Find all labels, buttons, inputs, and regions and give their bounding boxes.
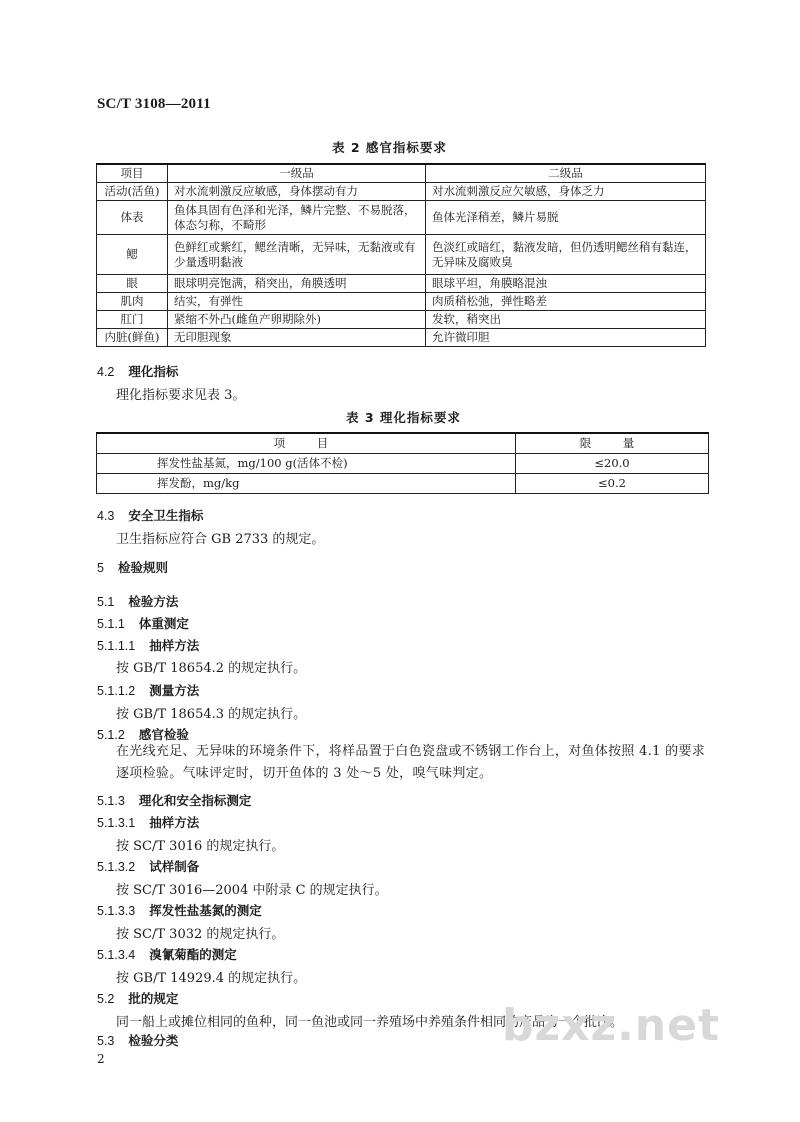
section-5-1-1-1-text: 按 GB/T 18654.2 的规定执行。 xyxy=(116,661,307,676)
physicochemical-requirements-table xyxy=(96,432,709,494)
table-header-row xyxy=(97,164,706,183)
row-item: 肌肉 xyxy=(97,293,168,311)
section-5-1-3-2-heading xyxy=(97,857,199,875)
row-item: 内脏(鲜鱼) xyxy=(97,329,168,347)
row-grade2: 鱼体光泽稍差，鳞片易脱 xyxy=(426,201,706,235)
table-row xyxy=(97,235,706,275)
section-title: 检验方法 xyxy=(128,594,179,609)
table-row xyxy=(97,293,706,311)
section-title: 抽样方法 xyxy=(149,815,200,830)
col-header-grade2: 二级品 xyxy=(426,164,706,183)
row-grade1: 鱼体具固有色泽和光泽，鳞片完整、不易脱落，体态匀称，不畸形 xyxy=(168,201,426,235)
section-title: 安全卫生指标 xyxy=(128,508,204,523)
table-header-row xyxy=(97,433,709,454)
row-item: 活动(活鱼) xyxy=(97,183,168,201)
row-grade1: 紧缩不外凸(雌鱼产卵期除外) xyxy=(168,311,426,329)
table-row xyxy=(97,329,706,347)
row-grade2: 允许微印胆 xyxy=(426,329,706,347)
row-grade2: 眼球平坦，角膜略混浊 xyxy=(426,275,706,293)
table-row xyxy=(97,201,706,235)
row-grade2: 发软，稍突出 xyxy=(426,311,706,329)
section-title: 理化和安全指标测定 xyxy=(138,793,252,808)
section-5-1-heading xyxy=(97,592,178,610)
row-grade1: 色鲜红或紫红，鳃丝清晰，无异味，无黏液或有少量透明黏液 xyxy=(168,235,426,275)
section-4-2-heading xyxy=(97,362,178,380)
section-title: 溴氰菊酯的测定 xyxy=(149,947,237,962)
col-header-item: 项目 xyxy=(97,164,168,183)
col-header-limit: 限 量 xyxy=(516,433,709,454)
section-5-1-1-heading xyxy=(97,614,189,632)
section-5-1-3-heading xyxy=(97,791,251,809)
row-limit: ≤20.0 xyxy=(516,454,709,474)
section-number: 4.3 xyxy=(97,509,115,523)
section-number: 5.1.3.3 xyxy=(97,904,136,918)
table3-caption: 表 3 理化指标要求 xyxy=(346,410,461,425)
section-number: 5.1.3.4 xyxy=(97,948,136,962)
section-5-1-3-3-heading xyxy=(97,901,262,919)
section-title: 感官检验 xyxy=(138,727,189,742)
section-title: 检验规则 xyxy=(117,560,168,575)
section-number: 5.2 xyxy=(97,992,115,1006)
section-4-3-text: 卫生指标应符合 GB 2733 的规定。 xyxy=(116,532,325,547)
section-number: 5.1.3.2 xyxy=(97,860,136,874)
row-grade1: 眼球明亮饱满，稍突出，角膜透明 xyxy=(168,275,426,293)
row-grade2: 肉质稍松弛，弹性略差 xyxy=(426,293,706,311)
table-row xyxy=(97,311,706,329)
row-grade2: 色淡红或暗红，黏液发暗，但仍透明鳃丝稍有黏连，无异味及腐败臭 xyxy=(426,235,706,275)
section-5-1-3-3-text: 按 SC/T 3032 的规定执行。 xyxy=(116,927,285,942)
row-item: 鳃 xyxy=(97,235,168,275)
page-number: 2 xyxy=(97,1052,105,1066)
table-row xyxy=(97,454,709,474)
section-number: 5.1.1.2 xyxy=(97,684,136,698)
section-number: 5.1.1 xyxy=(97,617,125,631)
section-5-heading xyxy=(97,558,168,576)
section-5-1-3-1-heading xyxy=(97,813,199,831)
document-header: SC/T 3108—2011 xyxy=(97,96,211,112)
section-5-1-3-4-text: 按 GB/T 14929.4 的规定执行。 xyxy=(116,971,307,986)
row-grade1: 对水流刺激反应敏感，身体摆动有力 xyxy=(168,183,426,201)
row-item: 体表 xyxy=(97,201,168,235)
section-5-3-heading xyxy=(97,1031,178,1049)
section-5-1-2-text: 在光线充足、无异味的环境条件下，将样品置于白色瓷盘或不锈钢工作台上，对鱼体按照 4.1 的要求逐项检验。气味评定时，切开鱼体的 3 处～5 处，嗅气味判定。 xyxy=(116,744,706,781)
row-grade1: 结实，有弹性 xyxy=(168,293,426,311)
section-4-3-heading xyxy=(97,506,203,524)
section-title: 抽样方法 xyxy=(149,638,200,653)
col-header-item: 项 目 xyxy=(97,433,516,454)
section-number: 5.1.3.1 xyxy=(97,816,136,830)
table-row xyxy=(97,275,706,293)
section-number: 5.1.3 xyxy=(97,794,125,808)
section-number: 5 xyxy=(97,561,104,575)
table-row xyxy=(97,474,709,494)
section-5-2-heading xyxy=(97,989,178,1007)
row-limit: ≤0.2 xyxy=(516,474,709,494)
section-5-1-3-2-text: 按 SC/T 3016—2004 中附录 C 的规定执行。 xyxy=(116,883,388,898)
col-header-grade1: 一级品 xyxy=(168,164,426,183)
section-number: 5.1.1.1 xyxy=(97,639,136,653)
row-item: 挥发酚，mg/kg xyxy=(97,474,516,494)
section-title: 检验分类 xyxy=(128,1033,179,1048)
sensory-requirements-table xyxy=(96,163,706,347)
row-item: 挥发性盐基氮，mg/100 g(活体不检) xyxy=(97,454,516,474)
section-number: 5.1 xyxy=(97,595,115,609)
section-title: 试样制备 xyxy=(149,859,200,874)
section-4-2-text: 理化指标要求见表 3。 xyxy=(116,388,246,403)
table-row xyxy=(97,183,706,201)
section-title: 体重测定 xyxy=(138,616,189,631)
row-grade2: 对水流刺激反应欠敏感，身体乏力 xyxy=(426,183,706,201)
site-watermark: bzxz.net xyxy=(501,1000,720,1051)
section-title: 测量方法 xyxy=(149,683,200,698)
section-title: 挥发性盐基氮的测定 xyxy=(149,903,262,918)
section-5-1-1-1-heading xyxy=(97,636,199,654)
table2-caption: 表 2 感官指标要求 xyxy=(332,140,447,155)
section-title: 批的规定 xyxy=(128,991,179,1006)
section-5-2-text: 同一船上或摊位相同的鱼种，同一鱼池或同一养殖场中养殖条件相同的产品为一个批次。 xyxy=(116,1015,624,1030)
row-item: 眼 xyxy=(97,275,168,293)
section-5-1-1-2-heading xyxy=(97,681,199,699)
section-number: 5.3 xyxy=(97,1034,115,1048)
section-title: 理化指标 xyxy=(128,364,179,379)
section-5-1-3-4-heading xyxy=(97,945,237,963)
section-5-1-3-1-text: 按 SC/T 3016 的规定执行。 xyxy=(116,839,285,854)
section-5-1-1-2-text: 按 GB/T 18654.3 的规定执行。 xyxy=(116,707,307,722)
section-number: 5.1.2 xyxy=(97,728,125,742)
row-grade1: 无印胆现象 xyxy=(168,329,426,347)
section-number: 4.2 xyxy=(97,365,115,379)
row-item: 肛门 xyxy=(97,311,168,329)
